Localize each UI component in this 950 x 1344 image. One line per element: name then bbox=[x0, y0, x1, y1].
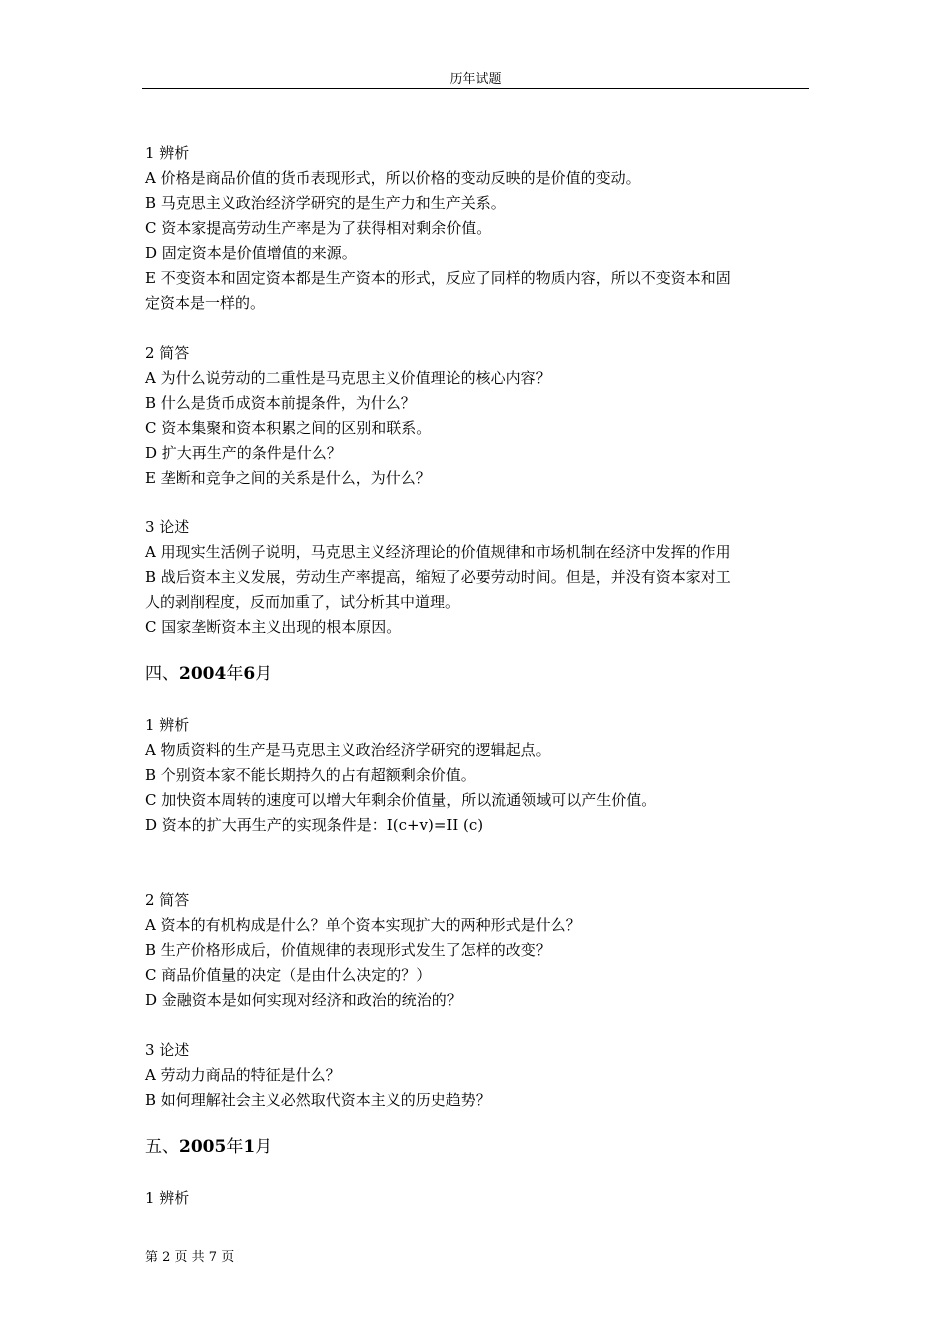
heading-year: 2005 bbox=[179, 1137, 227, 1157]
question-1a: A 物质资料的生产是马克思主义政治经济学研究的逻辑起点。 bbox=[145, 741, 551, 759]
heading-month: 1 bbox=[243, 1137, 256, 1157]
question-3b-line1: B 战后资本主义发展，劳动生产率提高，缩短了必要劳动时间。但是，并没有资本家对工 bbox=[145, 568, 731, 586]
heading-month-char: 月 bbox=[255, 664, 273, 684]
page-header-title: 历年试题 bbox=[449, 72, 502, 87]
question-2c: C 资本集聚和资本积累之间的区别和联系。 bbox=[145, 419, 432, 437]
question-1b: B 马克思主义政治经济学研究的是生产力和生产关系。 bbox=[145, 194, 506, 212]
question-2e: E 垄断和竞争之间的关系是什么，为什么？ bbox=[145, 469, 431, 487]
question-1b: B 个别资本家不能长期持久的占有超额剩余价值。 bbox=[145, 766, 476, 784]
question-1c: C 加快资本周转的速度可以增大年剩余价值量，所以流通领域可以产生价值。 bbox=[145, 791, 657, 809]
question-2c: C 商品价值量的决定（是由什么决定的？） bbox=[145, 966, 432, 984]
heading-year: 2004 bbox=[179, 664, 227, 684]
section-5-heading bbox=[145, 1136, 272, 1158]
question-1-title: 1 辨析 bbox=[145, 144, 190, 162]
question-1-title: 1 辨析 bbox=[145, 1189, 190, 1207]
question-1e-line2: 定资本是一样的。 bbox=[145, 294, 266, 312]
heading-prefix: 五、 bbox=[145, 1137, 179, 1157]
section-4-heading bbox=[145, 663, 272, 685]
question-2-title: 2 简答 bbox=[145, 891, 190, 909]
heading-year-char: 年 bbox=[226, 1137, 244, 1157]
question-3a: A 劳动力商品的特征是什么？ bbox=[145, 1066, 341, 1084]
heading-prefix: 四、 bbox=[145, 664, 179, 684]
question-1d: D 资本的扩大再生产的实现条件是：I(c+v)=II (c) bbox=[145, 816, 484, 834]
question-1-title: 1 辨析 bbox=[145, 716, 190, 734]
heading-month: 6 bbox=[243, 664, 256, 684]
question-1a: A 价格是商品价值的货币表现形式，所以价格的变动反映的是价值的变动。 bbox=[145, 169, 641, 187]
question-1c: C 资本家提高劳动生产率是为了获得相对剩余价值。 bbox=[145, 219, 492, 237]
header-rule bbox=[142, 88, 809, 89]
question-3-title: 3 论述 bbox=[145, 518, 190, 536]
question-2b: B 生产价格形成后，价值规律的表现形式发生了怎样的改变？ bbox=[145, 941, 551, 959]
question-2-title: 2 简答 bbox=[145, 344, 190, 362]
question-3-title: 3 论述 bbox=[145, 1041, 190, 1059]
question-1d: D 固定资本是价值增值的来源。 bbox=[145, 244, 357, 262]
question-1e-line1: E 不变资本和固定资本都是生产资本的形式，反应了同样的物质内容，所以不变资本和固 bbox=[145, 269, 731, 287]
question-3b-line2: 人的剥削程度，反而加重了，试分析其中道理。 bbox=[145, 593, 461, 611]
question-3b: B 如何理解社会主义必然取代资本主义的历史趋势？ bbox=[145, 1091, 491, 1109]
question-2a: A 资本的有机构成是什么？单个资本实现扩大的两种形式是什么？ bbox=[145, 916, 581, 934]
question-2d: D 扩大再生产的条件是什么？ bbox=[145, 444, 342, 462]
question-3c: C 国家垄断资本主义出现的根本原因。 bbox=[145, 618, 402, 636]
question-2d: D 金融资本是如何实现对经济和政治的统治的？ bbox=[145, 991, 462, 1009]
question-2a: A 为什么说劳动的二重性是马克思主义价值理论的核心内容？ bbox=[145, 369, 551, 387]
question-2b: B 什么是货币成资本前提条件，为什么？ bbox=[145, 394, 416, 412]
heading-year-char: 年 bbox=[226, 664, 244, 684]
heading-month-char: 月 bbox=[255, 1137, 273, 1157]
page-number-footer: 第 2 页 共 7 页 bbox=[145, 1250, 235, 1265]
question-3a: A 用现实生活例子说明，马克思主义经济理论的价值规律和市场机制在经济中发挥的作用 bbox=[145, 543, 731, 561]
